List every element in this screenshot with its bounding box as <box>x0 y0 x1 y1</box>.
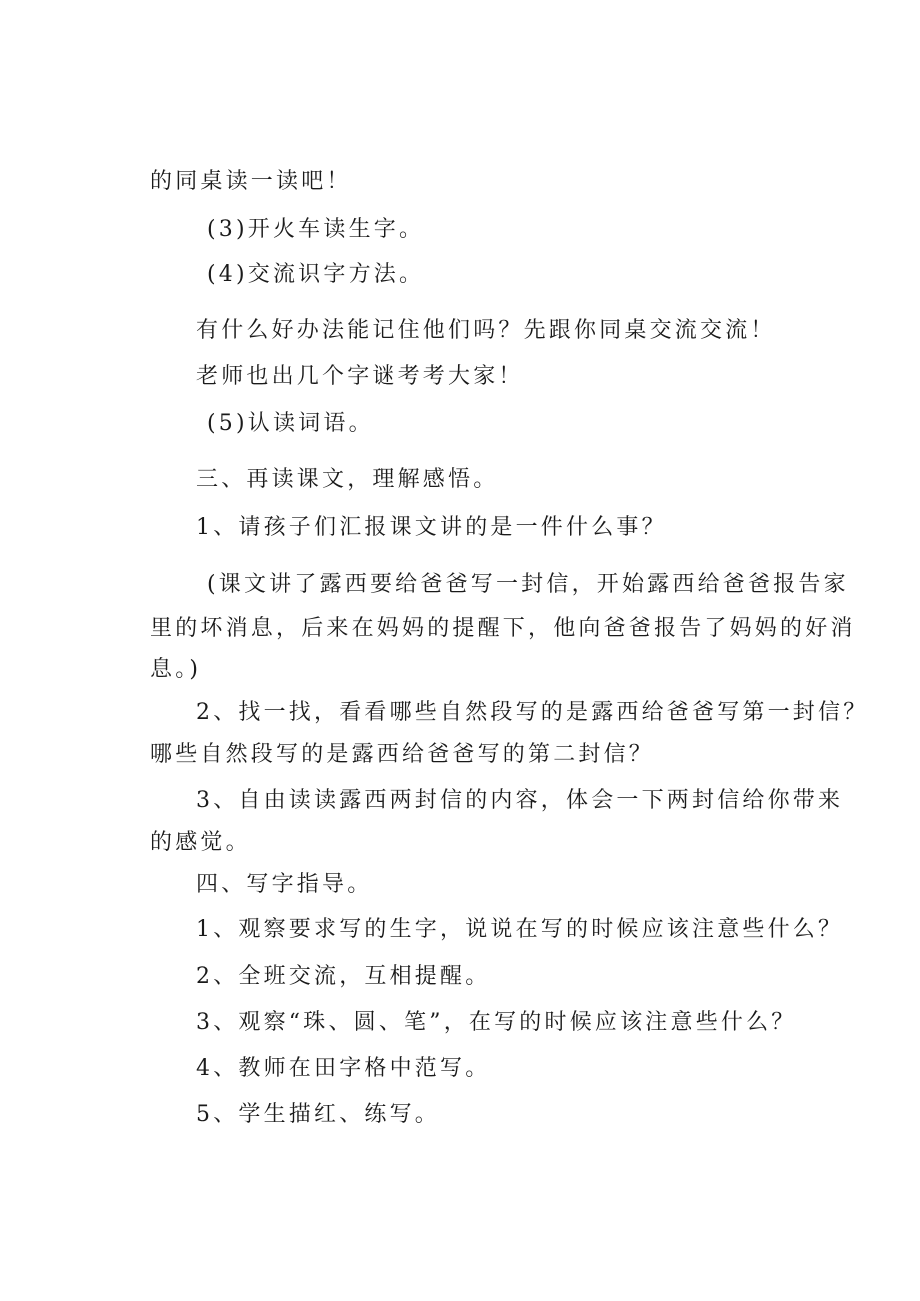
text-line: 的同桌读一读吧！ <box>150 169 352 194</box>
text-line: 1、观察要求写的生字，说说在写的时候应该注意些什么？ <box>196 917 844 942</box>
text-line: 里的坏消息，后来在妈妈的提醒下，他向爸爸报告了妈妈的好消 <box>150 616 856 641</box>
text-line: 1、请孩子们汇报课文讲的是一件什么事？ <box>196 515 667 540</box>
text-line: 3、观察“珠、圆、笔”，在写的时候应该注意些什么？ <box>196 1010 797 1035</box>
text-line: 2、找一找，看看哪些自然段写的是露西给爸爸写第一封信？ <box>196 700 869 725</box>
text-line: 5、学生描红、练写。 <box>196 1102 440 1127</box>
text-line: 哪些自然段写的是露西给爸爸写的第二封信？ <box>150 742 655 767</box>
text-line: 有什么好办法能记住他们吗？先跟你同桌交流交流！ <box>196 318 776 343</box>
text-line: (5)认读词语。 <box>207 411 374 436</box>
text-line: 3、自由读读露西两封信的内容，体会一下两封信给你带来 <box>196 788 844 813</box>
section-heading: 三、再读课文，理解感悟。 <box>196 467 499 492</box>
text-line: 老师也出几个字谜考考大家！ <box>196 364 524 389</box>
text-line: 4、教师在田字格中范写。 <box>196 1056 491 1081</box>
text-line: (课文讲了露西要给爸爸写一封信，开始露西给爸爸报告家 <box>207 572 849 597</box>
text-line: (4)交流识字方法。 <box>207 262 425 287</box>
text-line: (3)开火车读生字。 <box>207 217 425 242</box>
section-heading: 四、写字指导。 <box>196 872 373 897</box>
text-line: 的感觉。 <box>150 830 251 855</box>
text-line: 2、全班交流，互相提醒。 <box>196 964 491 989</box>
text-line: 息。) <box>150 657 202 682</box>
